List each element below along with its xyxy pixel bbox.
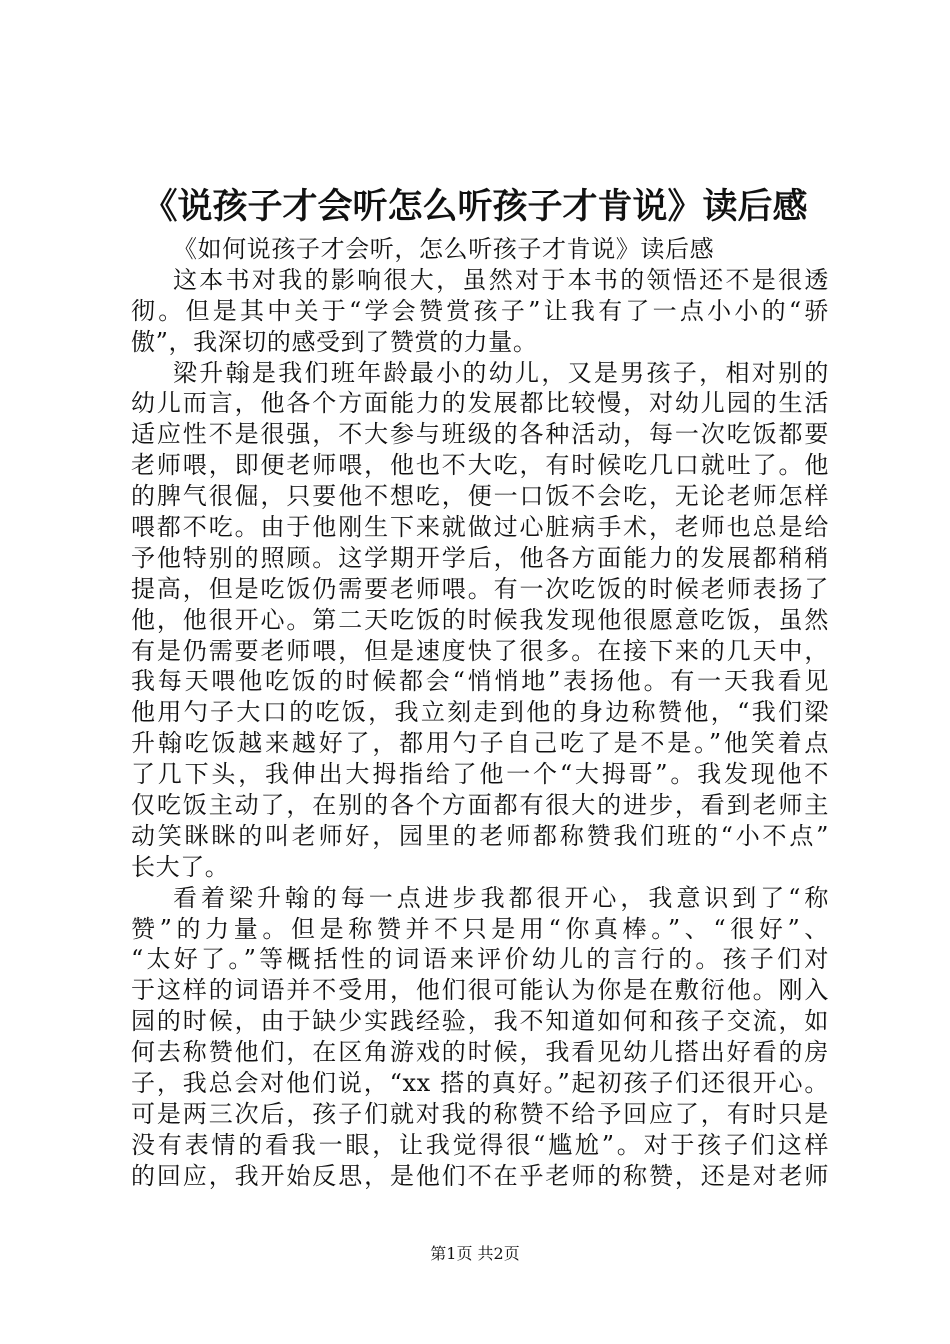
body-line: 适应性不是很强，不大参与班级的各种活动，每一次吃饭都要 [131,420,829,449]
body-line: 赞”的力量。但是称赞并不只是用“你真棒。”、“很好”、 [131,914,829,943]
body-line: 彻。但是其中关于“学会赞赏孩子”让我有了一点小小的“骄 [131,296,829,325]
body-line: 《如何说孩子才会听，怎么听孩子才肯说》读后感 [173,235,715,263]
body-line: 予他特别的照顾。这学期开学后，他各方面能力的发展都稍稍 [131,543,829,572]
body-line: 有是仍需要老师喂，但是速度快了很多。在接下来的几天中， [131,636,829,665]
document-title: 《说孩子才会听怎么听孩子才肯说》读后感 [142,186,808,227]
body-line: 没有表情的看我一眼，让我觉得很“尴尬”。对于孩子们这样 [131,1130,829,1159]
body-line: 仅吃饭主动了，在别的各个方面都有很大的进步，看到老师主 [131,791,829,820]
body-line: 他，他很开心。第二天吃饭的时候我发现他很愿意吃饭，虽然 [131,605,829,634]
body-line: 升翰吃饭越来越好了，都用勺子自己吃了是不是。”他笑着点 [131,729,829,758]
body-line: 的回应，我开始反思，是他们不在乎老师的称赞，还是对老师 [131,1161,829,1190]
body-line: 提高，但是吃饭仍需要老师喂。有一次吃饭的时候老师表扬了 [131,574,829,603]
body-line: 我每天喂他吃饭的时候都会“悄悄地”表扬他。有一天我看见 [131,667,829,696]
body-line: 长大了。 [131,852,230,881]
body-line: 的脾气很倔，只要他不想吃，便一口饭不会吃，无论老师怎样 [131,482,829,511]
page-footer: 第1页 共2页 [430,1244,520,1263]
body-line: 喂都不吃。由于他刚生下来就做过心脏病手术，老师也总是给 [131,513,829,542]
body-line: 老师喂，即便老师喂，他也不大吃，有时候吃几口就吐了。他 [131,451,829,480]
body-line: 于这样的词语并不受用，他们很可能认为你是在敷衍他。刚入 [131,976,829,1005]
body-line: 子，我总会对他们说，“xx 搭的真好。”起初孩子们还很开心。 [131,1069,829,1098]
body-line: 园的时候，由于缺少实践经验，我不知道如何和孩子交流，如 [131,1007,829,1036]
body-line: 这本书对我的影响很大，虽然对于本书的领悟还不是很透 [173,265,829,294]
body-line: 可是两三次后，孩子们就对我的称赞不给予回应了，有时只是 [131,1099,829,1128]
body-line: 幼儿而言，他各个方面能力的发展都比较慢，对幼儿园的生活 [131,389,829,418]
body-line: 梁升翰是我们班年龄最小的幼儿，又是男孩子，相对别的 [173,358,829,387]
body-line: 动笑眯眯的叫老师好，园里的老师都称赞我们班的“小不点” [131,821,829,850]
body-line: 了几下头，我伸出大拇指给了他一个“大拇哥”。我发现他不 [131,760,829,789]
body-line: “太好了。”等概括性的词语来评价幼儿的言行的。孩子们对 [131,945,829,974]
document-body [131,234,829,1192]
body-line: 何去称赞他们，在区角游戏的时候，我看见幼儿搭出好看的房 [131,1038,829,1067]
body-line: 看着梁升翰的每一点进步我都很开心，我意识到了“称 [173,883,829,912]
body-line: 他用勺子大口的吃饭，我立刻走到他的身边称赞他，“我们梁 [131,698,829,727]
body-line: 傲”，我深切的感受到了赞赏的力量。 [131,327,538,356]
